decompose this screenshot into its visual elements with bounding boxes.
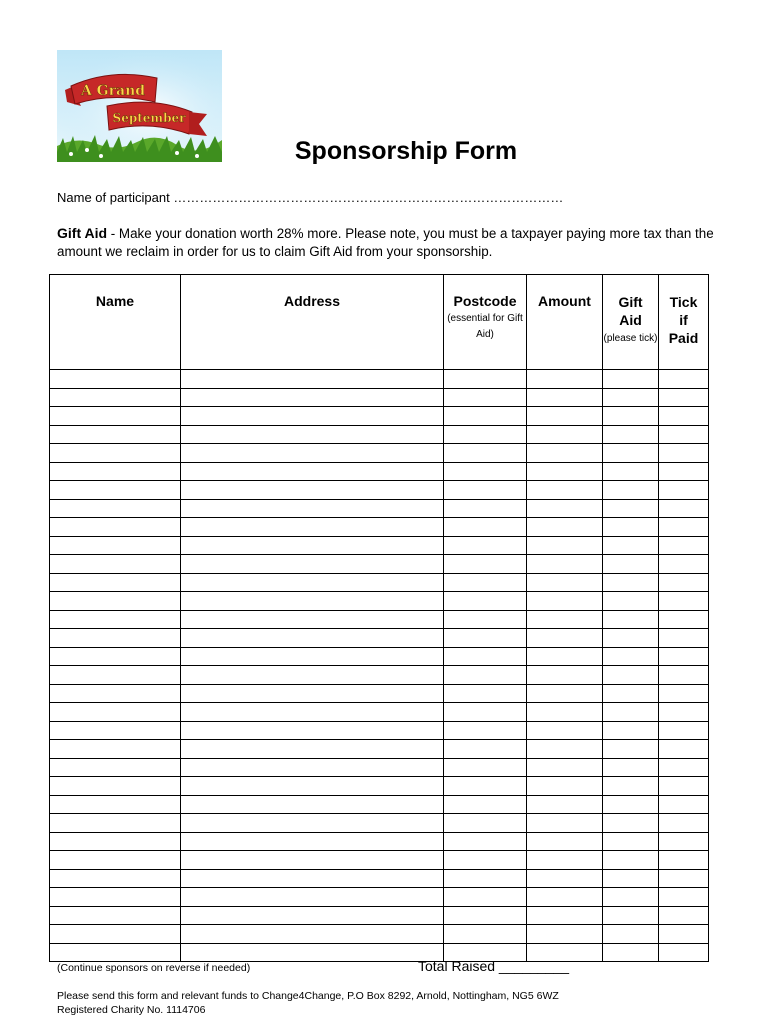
table-row [50,666,709,685]
gift-aid-cell[interactable] [603,888,659,907]
paid-cell[interactable] [659,814,709,833]
address-cell[interactable] [181,684,444,703]
paid-cell[interactable] [659,536,709,555]
gift-aid-cell[interactable] [603,629,659,648]
address-cell[interactable] [181,851,444,870]
table-row [50,703,709,722]
amount-cell[interactable] [527,499,603,518]
address-cell[interactable] [181,518,444,537]
gift-aid-cell[interactable] [603,795,659,814]
header-address: Address [181,275,444,370]
postcode-cell[interactable] [444,888,527,907]
postcode-cell[interactable] [444,425,527,444]
amount-cell[interactable] [527,388,603,407]
postcode-cell[interactable] [444,629,527,648]
name-cell[interactable] [50,721,181,740]
amount-cell[interactable] [527,740,603,759]
table-row [50,758,709,777]
amount-cell[interactable] [527,925,603,944]
address-cell[interactable] [181,610,444,629]
amount-cell[interactable] [527,462,603,481]
paid-cell[interactable] [659,832,709,851]
postcode-cell[interactable] [444,703,527,722]
table-row [50,721,709,740]
name-cell[interactable] [50,740,181,759]
gift-aid-cell[interactable] [603,906,659,925]
name-cell[interactable] [50,518,181,537]
gift-aid-cell[interactable] [603,851,659,870]
address-cell[interactable] [181,814,444,833]
address-cell[interactable] [181,888,444,907]
gift-aid-cell[interactable] [603,666,659,685]
postcode-cell[interactable] [444,407,527,426]
amount-cell[interactable] [527,832,603,851]
gift-aid-cell[interactable] [603,425,659,444]
address-cell[interactable] [181,703,444,722]
postcode-cell[interactable] [444,851,527,870]
name-cell[interactable] [50,758,181,777]
gift-aid-cell[interactable] [603,647,659,666]
address-cell[interactable] [181,795,444,814]
postcode-cell[interactable] [444,444,527,463]
postcode-cell[interactable] [444,777,527,796]
name-cell[interactable] [50,943,181,962]
postcode-cell[interactable] [444,758,527,777]
amount-cell[interactable] [527,610,603,629]
paid-cell[interactable] [659,869,709,888]
paid-cell[interactable] [659,684,709,703]
gift-aid-cell[interactable] [603,444,659,463]
table-row [50,906,709,925]
amount-cell[interactable] [527,481,603,500]
name-cell[interactable] [50,425,181,444]
name-cell[interactable] [50,555,181,574]
gift-aid-cell[interactable] [603,370,659,389]
name-cell[interactable] [50,777,181,796]
table-row [50,832,709,851]
gift-aid-cell[interactable] [603,573,659,592]
name-cell[interactable] [50,592,181,611]
paid-cell[interactable] [659,573,709,592]
name-cell[interactable] [50,851,181,870]
postcode-cell[interactable] [444,518,527,537]
paid-cell[interactable] [659,592,709,611]
postcode-cell[interactable] [444,536,527,555]
gift-aid-cell[interactable] [603,481,659,500]
postcode-cell[interactable] [444,814,527,833]
paid-cell[interactable] [659,703,709,722]
paid-cell[interactable] [659,629,709,648]
amount-cell[interactable] [527,795,603,814]
paid-cell[interactable] [659,370,709,389]
postcode-cell[interactable] [444,388,527,407]
table-row [50,462,709,481]
postcode-cell[interactable] [444,666,527,685]
table-row [50,869,709,888]
table-row [50,795,709,814]
amount-cell[interactable] [527,869,603,888]
amount-cell[interactable] [527,629,603,648]
address-cell[interactable] [181,629,444,648]
name-cell[interactable] [50,388,181,407]
amount-cell[interactable] [527,592,603,611]
paid-cell[interactable] [659,425,709,444]
name-cell[interactable] [50,536,181,555]
table-row [50,925,709,944]
amount-cell[interactable] [527,777,603,796]
name-cell[interactable] [50,573,181,592]
name-cell[interactable] [50,925,181,944]
address-cell[interactable] [181,499,444,518]
table-row [50,943,709,962]
paid-cell[interactable] [659,647,709,666]
paid-cell[interactable] [659,758,709,777]
postcode-cell[interactable] [444,481,527,500]
amount-cell[interactable] [527,536,603,555]
address-cell[interactable] [181,925,444,944]
amount-cell[interactable] [527,518,603,537]
gift-aid-cell[interactable] [603,703,659,722]
header-name: Name [50,275,181,370]
gift-aid-cell[interactable] [603,721,659,740]
gift-aid-cell[interactable] [603,592,659,611]
address-cell[interactable] [181,592,444,611]
amount-cell[interactable] [527,814,603,833]
gift-aid-cell[interactable] [603,925,659,944]
postcode-cell[interactable] [444,555,527,574]
name-cell[interactable] [50,869,181,888]
address-cell[interactable] [181,536,444,555]
paid-cell[interactable] [659,666,709,685]
table-row [50,814,709,833]
name-cell[interactable] [50,481,181,500]
paid-cell[interactable] [659,795,709,814]
paid-cell[interactable] [659,740,709,759]
gift-aid-cell[interactable] [603,777,659,796]
amount-cell[interactable] [527,407,603,426]
paid-cell[interactable] [659,388,709,407]
postcode-cell[interactable] [444,647,527,666]
name-cell[interactable] [50,370,181,389]
address-cell[interactable] [181,740,444,759]
gift-aid-cell[interactable] [603,555,659,574]
postcode-cell[interactable] [444,869,527,888]
footer-charity-number: Registered Charity No. 1114706 [57,1004,206,1016]
postcode-cell[interactable] [444,832,527,851]
address-cell[interactable] [181,943,444,962]
amount-cell[interactable] [527,851,603,870]
name-cell[interactable] [50,444,181,463]
footer-address: Please send this form and relevant funds to Change4Change, P.O Box 8292, Arnold, Nottingham, NG5 6WZ [57,990,559,1002]
paid-cell[interactable] [659,555,709,574]
name-cell[interactable] [50,499,181,518]
form-title: Sponsorship Form [294,137,518,165]
gift-aid-cell[interactable] [603,740,659,759]
table-row [50,740,709,759]
amount-cell[interactable] [527,758,603,777]
gift-aid-cell[interactable] [603,407,659,426]
paid-cell[interactable] [659,481,709,500]
header-tick-if-paid: Tick if Paid [659,275,709,370]
gift-aid-cell[interactable] [603,518,659,537]
table-row [50,629,709,648]
table-row [50,777,709,796]
postcode-cell[interactable] [444,462,527,481]
gift-aid-cell[interactable] [603,388,659,407]
gift-aid-cell[interactable] [603,536,659,555]
continue-note: (Continue sponsors on reverse if needed) [57,962,251,974]
address-cell[interactable] [181,370,444,389]
amount-cell[interactable] [527,888,603,907]
table-row [50,444,709,463]
name-cell[interactable] [50,795,181,814]
table-row [50,518,709,537]
address-cell[interactable] [181,388,444,407]
name-cell[interactable] [50,684,181,703]
gift-aid-cell[interactable] [603,462,659,481]
amount-cell[interactable] [527,555,603,574]
address-cell[interactable] [181,906,444,925]
header-postcode: Postcode (essential for Gift Aid) [444,275,527,370]
name-cell[interactable] [50,703,181,722]
postcode-cell[interactable] [444,740,527,759]
table-header-row [50,275,709,370]
amount-cell[interactable] [527,684,603,703]
postcode-cell[interactable] [444,925,527,944]
header-amount: Amount [527,275,603,370]
address-cell[interactable] [181,666,444,685]
gift-aid-paragraph [57,224,717,261]
paid-cell[interactable] [659,943,709,962]
table-row [50,407,709,426]
gift-aid-cell[interactable] [603,814,659,833]
gift-aid-cell[interactable] [603,943,659,962]
gift-aid-cell[interactable] [603,684,659,703]
postcode-cell[interactable] [444,370,527,389]
name-cell[interactable] [50,814,181,833]
paid-cell[interactable] [659,777,709,796]
name-cell[interactable] [50,647,181,666]
table-row [50,573,709,592]
amount-cell[interactable] [527,703,603,722]
paid-cell[interactable] [659,462,709,481]
table-row [50,499,709,518]
address-cell[interactable] [181,869,444,888]
gift-aid-cell[interactable] [603,832,659,851]
paid-cell[interactable] [659,851,709,870]
table-row [50,610,709,629]
sponsor-table [49,274,709,962]
table-row [50,851,709,870]
name-cell[interactable] [50,629,181,648]
gift-aid-cell[interactable] [603,610,659,629]
amount-cell[interactable] [527,906,603,925]
gift-aid-cell[interactable] [603,869,659,888]
postcode-cell[interactable] [444,795,527,814]
table-row [50,592,709,611]
address-cell[interactable] [181,647,444,666]
gift-aid-cell[interactable] [603,499,659,518]
address-cell[interactable] [181,832,444,851]
name-cell[interactable] [50,610,181,629]
table-row [50,684,709,703]
paid-cell[interactable] [659,407,709,426]
paid-cell[interactable] [659,518,709,537]
postcode-cell[interactable] [444,592,527,611]
logo-text-line1: A Grand [80,83,146,99]
amount-cell[interactable] [527,573,603,592]
table-row [50,425,709,444]
logo-text-line2: September [112,111,186,125]
address-cell[interactable] [181,462,444,481]
name-cell[interactable] [50,407,181,426]
amount-cell[interactable] [527,370,603,389]
paid-cell[interactable] [659,444,709,463]
postcode-cell[interactable] [444,499,527,518]
paid-cell[interactable] [659,499,709,518]
postcode-cell[interactable] [444,573,527,592]
name-cell[interactable] [50,906,181,925]
amount-cell[interactable] [527,444,603,463]
address-cell[interactable] [181,573,444,592]
gift-aid-cell[interactable] [603,758,659,777]
postcode-cell[interactable] [444,610,527,629]
paid-cell[interactable] [659,721,709,740]
postcode-cell[interactable] [444,906,527,925]
postcode-cell[interactable] [444,684,527,703]
name-cell[interactable] [50,666,181,685]
paid-cell[interactable] [659,888,709,907]
address-cell[interactable] [181,444,444,463]
table-row [50,388,709,407]
name-cell[interactable] [50,832,181,851]
total-raised-field[interactable]: Total Raised _________ [418,958,570,974]
participant-name-line[interactable]: Name of participant ……………………………………………………………………………… [57,190,564,205]
table-row [50,536,709,555]
gift-aid-note: (please tick) [603,333,658,344]
address-cell[interactable] [181,721,444,740]
amount-cell[interactable] [527,647,603,666]
table-row [50,647,709,666]
name-cell[interactable] [50,888,181,907]
table-row [50,555,709,574]
gift-aid-text: - Make your donation worth 28% more. Please note, you must be a taxpayer paying more tax than the amount we reclaim in order for us to claim Gift Aid from your sponsorship. [57,226,714,259]
paid-cell[interactable] [659,610,709,629]
paid-cell[interactable] [659,925,709,944]
paid-cell[interactable] [659,906,709,925]
amount-cell[interactable] [527,721,603,740]
address-cell[interactable] [181,425,444,444]
postcode-cell[interactable] [444,721,527,740]
amount-cell[interactable] [527,666,603,685]
address-cell[interactable] [181,407,444,426]
gift-aid-label: Gift Aid [57,225,108,241]
amount-cell[interactable] [527,425,603,444]
table-row [50,481,709,500]
header-gift-aid: Gift Aid (please tick) [603,275,659,370]
table-row [50,370,709,389]
table-row [50,888,709,907]
address-cell[interactable] [181,481,444,500]
name-cell[interactable] [50,462,181,481]
address-cell[interactable] [181,555,444,574]
address-cell[interactable] [181,777,444,796]
postcode-note: (essential for Gift Aid) [447,313,523,340]
address-cell[interactable] [181,758,444,777]
